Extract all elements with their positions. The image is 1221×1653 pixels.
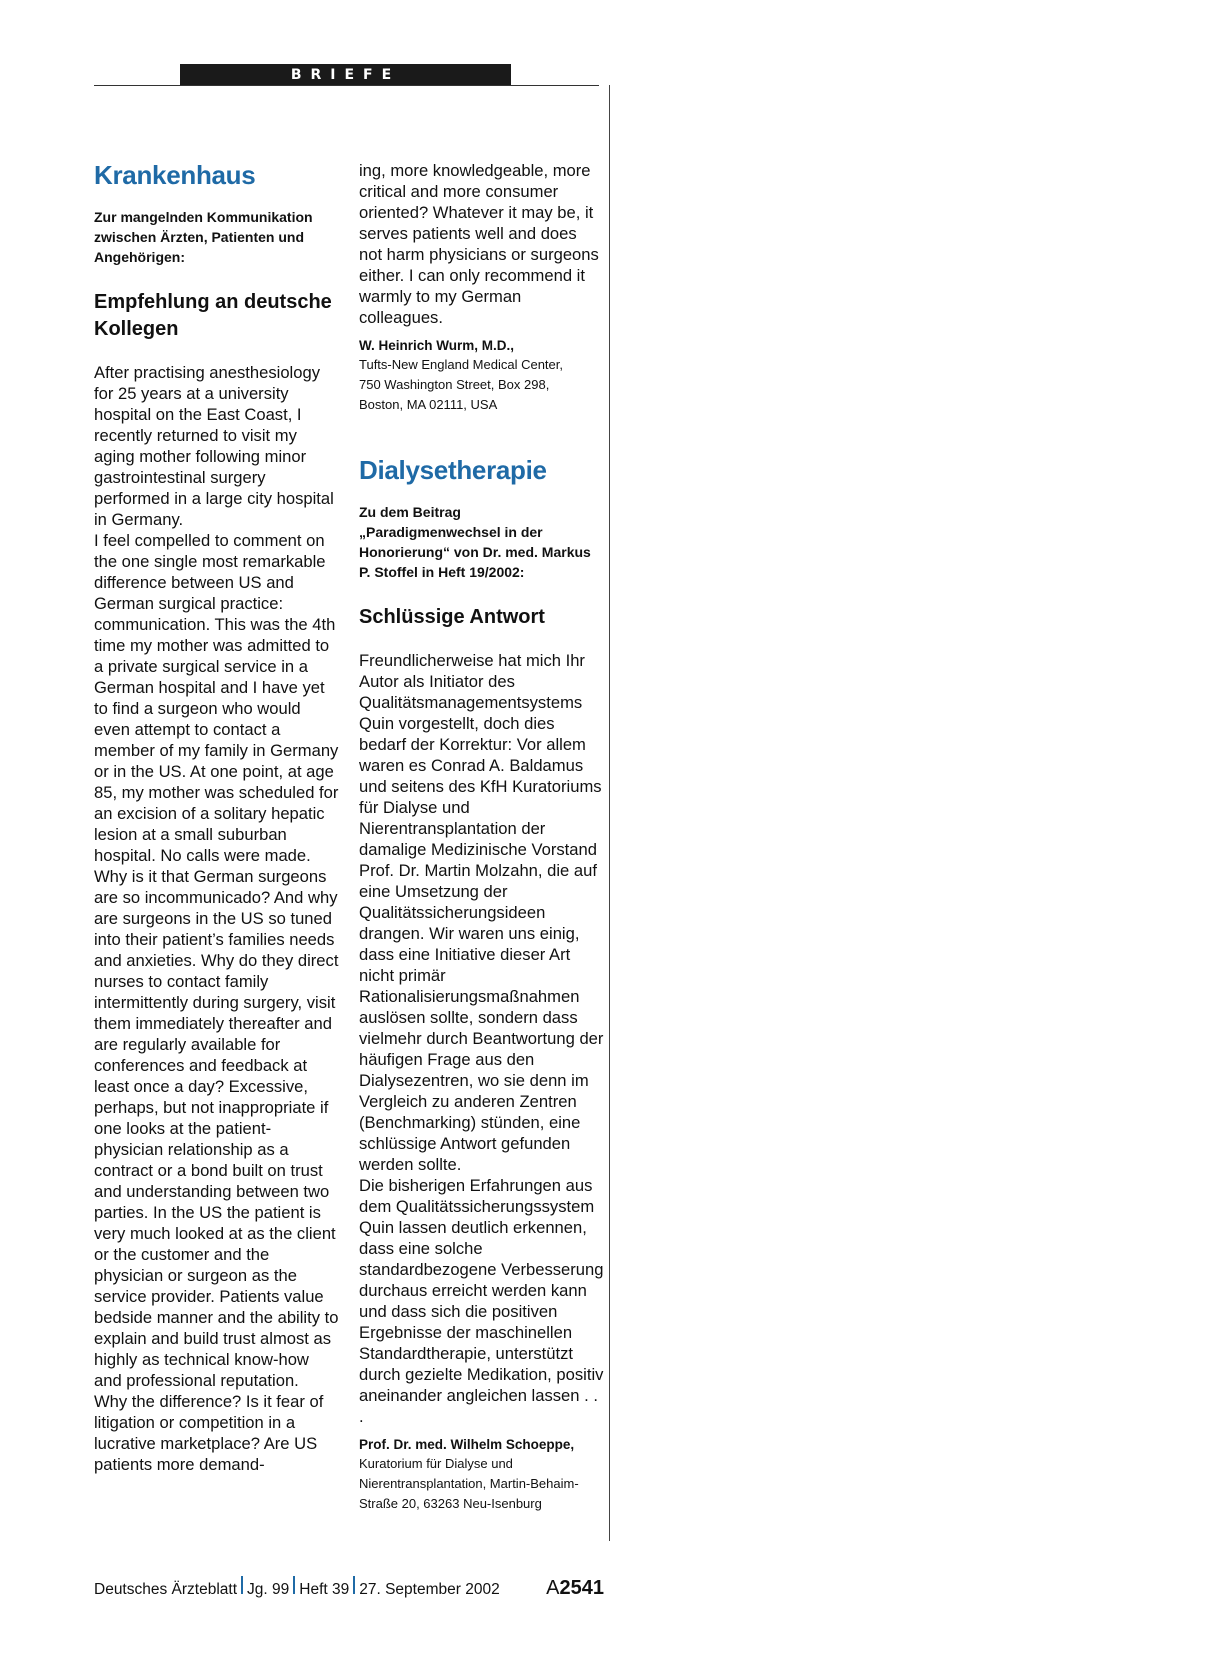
letter-subhead: Schlüssige Antwort <box>359 606 545 628</box>
paragraph: ing, more knowledgeable, more critical and more consumer oriented? Whatever it may be, it serves patients well and does not harm physicians or surgeons either. I can only recommend it warmly to my German colleagues. <box>359 161 599 327</box>
address-line: Straße 20, 63263 Neu-Isenburg <box>359 1496 542 1511</box>
address-line: Kuratorium für Dialyse und <box>359 1456 513 1471</box>
page-number <box>546 1577 604 1600</box>
paragraph: Why the difference? Is it fear of litigation or competition in a lucrative marketplace? Are US patients more demand- <box>94 1392 324 1474</box>
journal-name: Deutsches Ärzteblatt <box>94 1581 238 1598</box>
address-line: Tufts-New England Medical Center, <box>359 357 564 372</box>
footer-separator <box>353 1576 355 1594</box>
page-prefix: A <box>546 1577 560 1599</box>
letter-continuation <box>359 160 604 328</box>
section-dialysetherapie <box>359 455 604 1514</box>
header-rule <box>94 85 599 86</box>
author-address <box>359 1454 604 1514</box>
issue-date: 27. September 2002 <box>359 1581 500 1598</box>
address-line: Boston, MA 02111, USA <box>359 397 498 412</box>
paragraph: Die bisherigen Erfahrungen aus dem Qualitätssicherungssystem Quin lassen deutlich erkennen, dass eine solche standardbezogene Verbesserung durchaus erreicht werden kann und dass sich die positiven Ergebnisse der maschinellen Standardtherapie, unterstützt durch gezielte Medikation, positiv aneinander angleichen lassen . . . <box>359 1176 604 1426</box>
column-rule <box>609 85 610 1541</box>
paragraph: After practising anesthesiology for 25 years at a university hospital on the East Coast, I recently returned to visit my aging mother following minor gastrointestinal surgery performed in a large city hospital in Germany. <box>94 363 334 529</box>
section-title-dialysetherapie: Dialysetherapie <box>359 455 547 485</box>
journal-volume: Jg. 99 <box>247 1581 290 1598</box>
section-title-krankenhaus: Krankenhaus <box>94 160 256 190</box>
letter-body <box>94 362 339 1475</box>
left-column <box>94 160 339 1475</box>
letter-subhead: Empfehlung an deutsche Kollegen <box>94 291 332 340</box>
footer-separator <box>293 1576 295 1594</box>
address-line: Nierentransplantation, Martin-Behaim- <box>359 1476 579 1491</box>
author-address <box>359 355 604 415</box>
address-line: 750 Washington Street, Box 298, <box>359 377 550 392</box>
letter-body <box>359 650 604 1427</box>
author-name: Prof. Dr. med. Wilhelm Schoeppe, <box>359 1437 575 1452</box>
author-name: W. Heinrich Wurm, M.D., <box>359 338 515 353</box>
journal-issue: Heft 39 <box>299 1581 350 1598</box>
right-column <box>359 160 604 1514</box>
article-intro: Zur mangelnden Kommunikation zwischen Ärzten, Patienten und Angehörigen: <box>94 209 313 265</box>
footer-separator <box>241 1576 243 1594</box>
paragraph: I feel compelled to comment on the one single most remarkable difference between US and German surgical practice: communication. This was the 4th time my mother was admitted to a private surgical service in a German hospital and I have yet to find a surgeon who would even attempt to contact a member of my family in Germany or in the US. At one point, at age 85, my mother was scheduled for an excision of a solitary hepatic lesion at a small suburban hospital. No calls were made. Why is it that German surgeons are so incommunicado? And why are surgeons in the US so tuned into their patient’s families needs and anxieties. Why do they direct nurses to contact family intermittently during surgery, visit them immediately thereafter and are regularly available for conferences and feedback at least once a day? Excessive, perhaps, but not inappropriate if one looks at the patient-physician relationship as a contract or a bond built on trust and understanding between two parties. In the US the patient is very much looked at as the client or the customer and the physician or surgeon as the service provider. Patients value bedside manner and the ability to explain and build trust almost as highly as technical know-how and professional reputation. <box>94 531 339 1390</box>
section-label: BRIEFE <box>180 64 511 86</box>
paragraph: Freundlicherweise hat mich Ihr Autor als Initiator des Qualitätsmanagementsystems Quin vorgestellt, doch dies bedarf der Korrektur: Vor allem waren es Conrad A. Baldamus und seitens des KfH Kuratoriums für Dialyse und Nierentransplantation der damalige Medizinische Vorstand Prof. Dr. Martin Molzahn, die auf eine Umsetzung der Qualitätssicherungsideen drangen. Wir waren uns einig, dass eine Initiative dieser Art nicht primär Rationalisierungsmaßnahmen auslösen sollte, sondern dass vielmehr durch Beantwortung der häufigen Frage aus den Dialysezentren, wo sie denn im Vergleich zu anderen Zentren (Benchmarking) stünden, eine schlüssige Antwort gefunden werden sollte. <box>359 651 604 1174</box>
page-number-value: 2541 <box>559 1577 604 1599</box>
article-intro: Zu dem Beitrag „Paradigmenwechsel in der Honorierung“ von Dr. med. Markus P. Stoffel in Heft 19/2002: <box>359 504 591 580</box>
page-footer <box>94 1576 604 1600</box>
